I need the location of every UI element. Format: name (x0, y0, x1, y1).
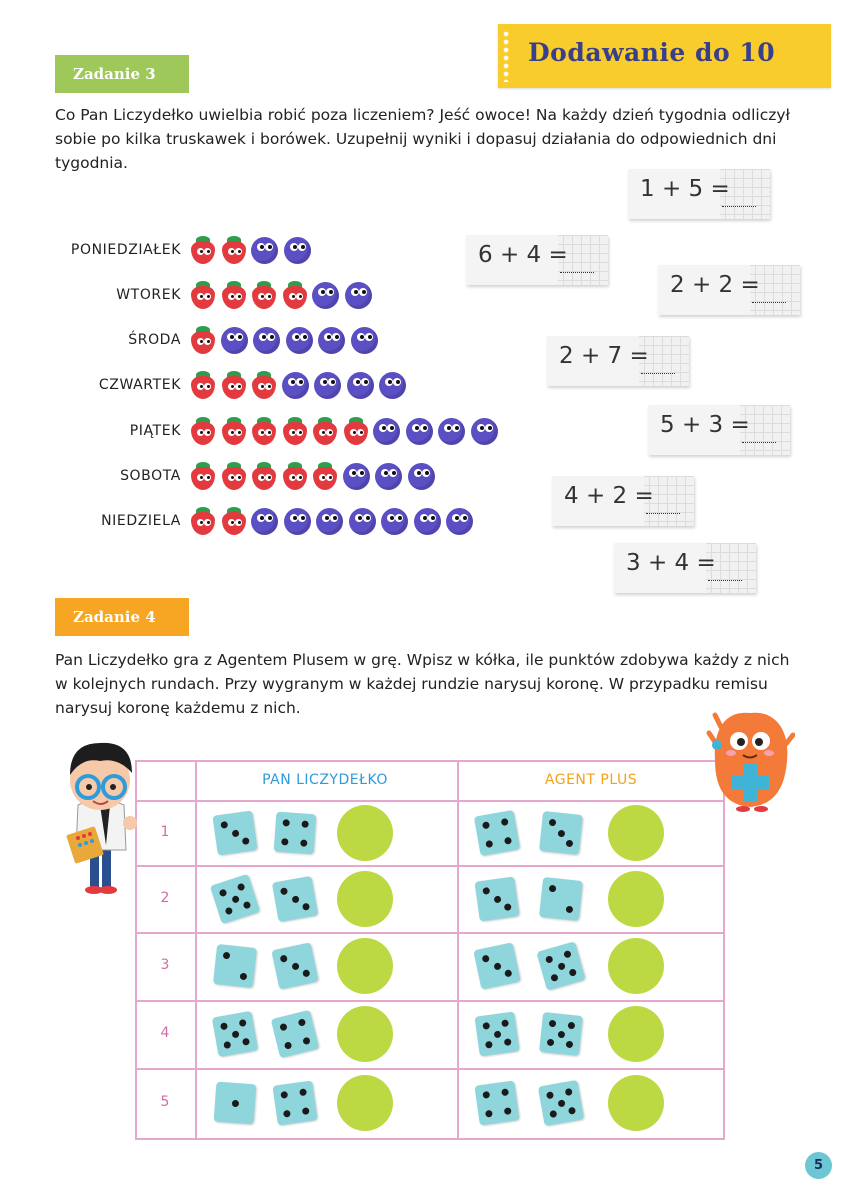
day-label: PONIEDZIAŁEK (70, 242, 181, 258)
die-pip (301, 820, 308, 827)
blueberry-icon (285, 325, 315, 355)
die-icon (474, 1080, 519, 1125)
strawberry-icon (220, 235, 248, 265)
page-title: Dodawanie do 10 (528, 38, 776, 67)
fruit-row (189, 506, 475, 538)
blueberry-icon (372, 416, 402, 446)
die-icon (474, 809, 520, 855)
die-pip (482, 955, 490, 963)
column-agent-plus: AGENT PLUS (544, 772, 638, 788)
answer-line[interactable] (560, 272, 594, 273)
day-label: CZWARTEK (98, 377, 181, 393)
strawberry-icon (281, 416, 309, 446)
strawberry-icon (220, 370, 248, 400)
die-pip (236, 882, 245, 891)
answer-line[interactable] (708, 580, 742, 581)
die-pip (242, 900, 251, 909)
task-4-instructions: Pan Liczydełko gra z Agentem Plusem w grę. Wpisz w kółka, ile punktów zdobywa każdy z nich w kolejnych rundach. Przy wygranym w każdej rundzie narysuj koronę. W przypadku remisu narysuj koronę każdemu z nich. (55, 651, 790, 717)
die-pip (241, 836, 249, 844)
die-pip (550, 973, 559, 982)
blueberry-icon (281, 370, 311, 400)
equation-text: 3 + 4 = (626, 550, 716, 576)
die-pip (485, 1040, 493, 1048)
fruit-row (189, 370, 408, 402)
die-icon (271, 942, 318, 989)
strawberry-icon (189, 370, 217, 400)
die-pip (219, 888, 228, 897)
score-circle[interactable] (608, 1006, 664, 1062)
die-pip (549, 885, 557, 893)
die-pip (485, 1109, 493, 1117)
die-pip (231, 894, 240, 903)
die-pip (503, 1107, 511, 1115)
round-number: 2 (160, 889, 170, 906)
die-pip (501, 1089, 509, 1097)
blueberry-icon (378, 370, 408, 400)
answer-line[interactable] (752, 302, 786, 303)
equation-text: 6 + 4 = (478, 242, 568, 268)
die-pip (221, 821, 229, 829)
score-circle[interactable] (608, 1075, 664, 1131)
die-pip (300, 839, 307, 846)
die-pip (557, 1030, 565, 1038)
die-icon (473, 942, 520, 989)
table-row-line (135, 865, 725, 867)
die-pip (557, 962, 566, 971)
die-icon (536, 941, 585, 990)
die-pip (501, 1020, 509, 1028)
blueberry-icon (380, 506, 410, 536)
die-icon (539, 811, 583, 855)
die-pip (299, 1089, 307, 1097)
strawberry-icon (250, 416, 278, 446)
score-circle[interactable] (337, 938, 393, 994)
strawberry-icon (220, 506, 248, 536)
table-row-line (135, 1000, 725, 1002)
score-circle[interactable] (608, 938, 664, 994)
die-pip (283, 819, 290, 826)
die-pip (280, 955, 288, 963)
die-pip (231, 1099, 238, 1106)
title-banner (498, 24, 831, 88)
strawberry-icon (281, 461, 309, 491)
table-row-line (135, 1138, 725, 1140)
die-pip (504, 836, 512, 844)
die-pip (565, 905, 573, 913)
die-pip (242, 1037, 250, 1045)
equation-card[interactable] (547, 336, 689, 386)
fruit-row (189, 325, 380, 357)
equation-card[interactable] (466, 235, 608, 285)
strawberry-icon (250, 461, 278, 491)
blueberry-icon (250, 506, 280, 536)
die-pip (302, 1036, 310, 1044)
die-pip (483, 1091, 491, 1099)
blueberry-icon (283, 506, 313, 536)
die-pip (564, 1088, 572, 1096)
round-number: 1 (160, 823, 170, 840)
blueberry-icon (344, 280, 374, 310)
die-pip (283, 1109, 291, 1117)
die-pip (280, 887, 288, 895)
die-pip (231, 829, 239, 837)
blueberry-icon (350, 325, 380, 355)
blueberry-icon (311, 280, 341, 310)
page-number: 5 (805, 1152, 832, 1179)
blueberry-icon (407, 461, 437, 491)
equation-text: 2 + 2 = (670, 272, 760, 298)
fruit-row (189, 416, 500, 448)
day-label: WTOREK (116, 287, 181, 303)
strawberry-icon (311, 461, 339, 491)
die-pip (482, 821, 490, 829)
die-pip (291, 894, 299, 902)
day-label: ŚRODA (128, 332, 181, 348)
strawberry-icon (189, 235, 217, 265)
die-pip (547, 1038, 555, 1046)
die-icon (271, 1010, 319, 1058)
strawberry-icon (250, 280, 278, 310)
table-row-line (135, 1068, 725, 1070)
table-column-line (195, 760, 197, 1140)
equation-card[interactable] (648, 405, 790, 455)
die-icon (272, 1080, 317, 1125)
score-circle[interactable] (337, 1075, 393, 1131)
equation-card[interactable] (552, 476, 694, 526)
die-pip (302, 969, 310, 977)
answer-line[interactable] (641, 373, 675, 374)
blueberry-icon (413, 506, 443, 536)
die-pip (302, 902, 310, 910)
die-pip (483, 1022, 491, 1030)
fruit-row (189, 235, 313, 267)
die-pip (557, 1099, 565, 1107)
die-pip (549, 1020, 557, 1028)
score-circle[interactable] (337, 871, 393, 927)
score-circle[interactable] (608, 871, 664, 927)
blueberry-icon (315, 506, 345, 536)
die-pip (568, 968, 577, 977)
strawberry-icon (281, 280, 309, 310)
die-pip (223, 1041, 231, 1049)
day-label: PIĄTEK (129, 423, 181, 439)
day-label: SOBOTA (120, 468, 181, 484)
die-pip (301, 1107, 309, 1115)
agent-plus-illustration (705, 705, 795, 815)
die-pip (284, 1041, 292, 1049)
blueberry-icon (220, 325, 250, 355)
die-pip (485, 839, 493, 847)
die-icon (274, 811, 317, 854)
die-pip (500, 818, 508, 826)
equation-card[interactable] (614, 543, 756, 593)
equation-card[interactable] (658, 265, 800, 315)
die-pip (225, 906, 234, 915)
die-icon (474, 1011, 519, 1056)
die-icon (213, 944, 257, 988)
blueberry-icon (317, 325, 347, 355)
dice-game-table (135, 760, 725, 1140)
strawberry-icon (189, 416, 217, 446)
blueberry-icon (374, 461, 404, 491)
score-circle[interactable] (337, 1006, 393, 1062)
task-3-label: Zadanie 3 (55, 55, 189, 93)
pan-liczydelko-illustration (48, 735, 143, 900)
die-pip (238, 1019, 246, 1027)
die-pip (281, 1091, 289, 1099)
score-circle[interactable] (337, 805, 393, 861)
die-pip (280, 1023, 288, 1031)
die-pip (281, 837, 288, 844)
die-pip (231, 1030, 239, 1038)
table-row-line (135, 800, 725, 802)
die-pip (568, 1106, 576, 1114)
strawberry-icon (189, 280, 217, 310)
die-pip (545, 955, 554, 964)
round-number: 5 (160, 1094, 170, 1110)
blueberry-icon (470, 416, 500, 446)
fruit-row (189, 461, 437, 493)
answer-line[interactable] (646, 513, 680, 514)
table-column-line (723, 760, 725, 1140)
equation-text: 1 + 5 = (640, 176, 730, 202)
answer-line[interactable] (722, 206, 756, 207)
die-icon (474, 876, 519, 921)
strawberry-icon (189, 325, 217, 355)
task-4-label: Zadanie 4 (55, 598, 189, 636)
die-icon (212, 810, 257, 855)
strawberry-icon (220, 461, 248, 491)
strawberry-icon (189, 506, 217, 536)
strawberry-icon (311, 416, 339, 446)
blueberry-icon (252, 325, 282, 355)
die-pip (220, 1022, 228, 1030)
die-pip (297, 1019, 305, 1027)
die-pip (557, 829, 565, 837)
die-pip (483, 887, 491, 895)
die-icon (538, 1080, 584, 1126)
strawberry-icon (220, 280, 248, 310)
die-pip (504, 969, 512, 977)
die-icon (539, 1012, 583, 1056)
blueberry-icon (283, 235, 313, 265)
table-row-line (135, 932, 725, 934)
column-pan-liczydelko: PAN LICZYDEŁKO (262, 772, 388, 788)
blueberry-icon (348, 506, 378, 536)
task-3-instructions: Co Pan Liczydełko uwielbia robić poza liczeniem? Jeść owoce! Na każdy dzień tygodnia odliczył sobie po kilka truskawek i borówek. Uzupełnij wyniki i dopasuj działania do odpowiednich dni tygodnia. (55, 106, 790, 172)
die-pip (563, 950, 572, 959)
die-pip (239, 972, 247, 980)
die-pip (223, 952, 231, 960)
die-pip (493, 895, 501, 903)
blueberry-icon (445, 506, 475, 536)
day-label: NIEDZIELA (101, 513, 181, 529)
die-pip (493, 962, 501, 970)
spiral-holes (501, 30, 511, 82)
blueberry-icon (437, 416, 467, 446)
blueberry-icon (342, 461, 372, 491)
die-icon (539, 877, 583, 921)
die-pip (567, 1022, 575, 1030)
strawberry-icon (250, 370, 278, 400)
die-pip (291, 962, 299, 970)
die-pip (503, 1038, 511, 1046)
equation-card[interactable] (628, 169, 770, 219)
die-pip (549, 819, 557, 827)
die-pip (565, 1040, 573, 1048)
table-row-line (135, 760, 725, 762)
blueberry-icon (346, 370, 376, 400)
die-pip (565, 839, 573, 847)
round-number: 4 (160, 1025, 170, 1041)
blueberry-icon (250, 235, 280, 265)
score-circle[interactable] (608, 805, 664, 861)
blueberry-icon (313, 370, 343, 400)
die-pip (503, 902, 511, 910)
strawberry-icon (189, 461, 217, 491)
round-number: 3 (160, 957, 170, 973)
equation-text: 5 + 3 = (660, 412, 750, 438)
blueberry-icon (405, 416, 435, 446)
die-icon (212, 1011, 258, 1057)
die-pip (546, 1091, 554, 1099)
equation-text: 4 + 2 = (564, 483, 654, 509)
equation-text: 2 + 7 = (559, 343, 649, 369)
answer-line[interactable] (742, 442, 776, 443)
strawberry-icon (342, 416, 370, 446)
die-icon (272, 875, 318, 921)
fruit-row (189, 280, 374, 312)
die-icon (210, 873, 260, 923)
table-column-line (457, 760, 459, 1140)
die-icon (214, 1082, 257, 1125)
die-pip (549, 1110, 557, 1118)
strawberry-icon (220, 416, 248, 446)
die-pip (493, 1030, 501, 1038)
